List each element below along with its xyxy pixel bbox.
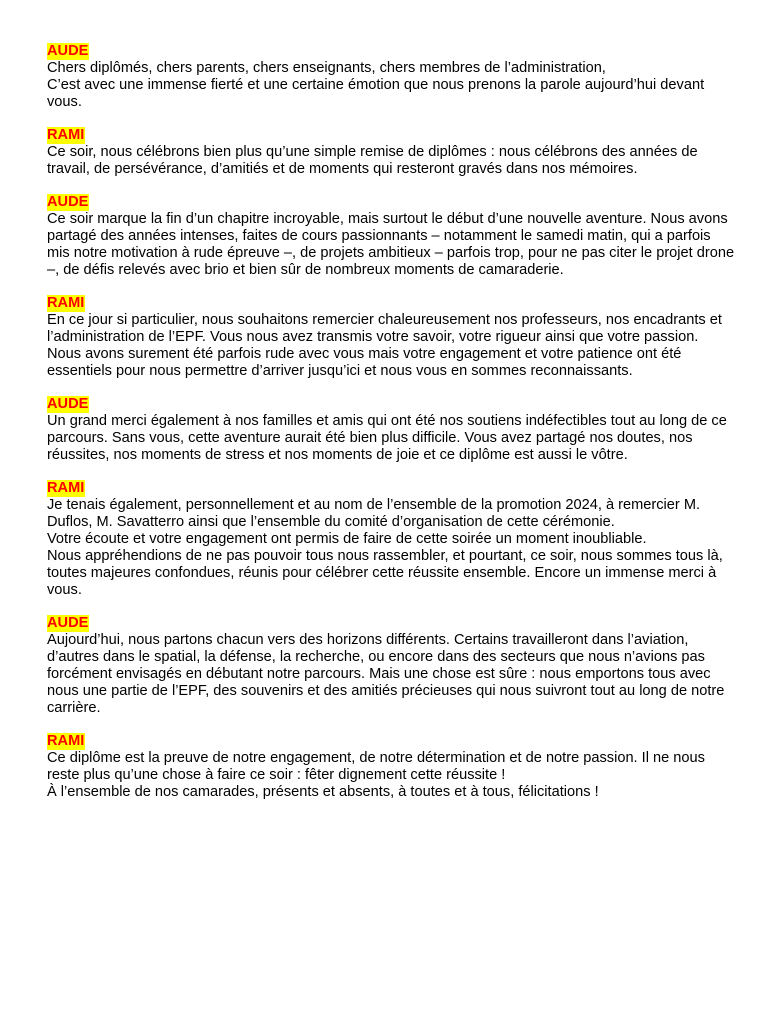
speech-paragraph: À l’ensemble de nos camarades, présents et absents, à toutes et à tous, félicitations ! <box>47 784 599 800</box>
speech-block <box>47 615 737 717</box>
speaker-label: RAMI <box>47 127 85 143</box>
speech-paragraph: Ce soir, nous célébrons bien plus qu’une simple remise de diplômes : nous célébrons des années de travail, de persévérance, d’amitiés et de moments qui resteront gravés dans nos mémoires. <box>47 144 698 177</box>
speech-paragraph: En ce jour si particulier, nous souhaitons remercier chaleureusement nos professeurs, nos encadrants et l’administration de l’EPF. Vous nous avez transmis votre savoir, votre rigueur ainsi que votre passion. <box>47 312 722 345</box>
speech-paragraph: Ce soir marque la fin d’un chapitre incroyable, mais surtout le début d’une nouvelle aventure. Nous avons partagé des années intenses, faites de cours passionnants – notamment le samedi matin, qui a parfois mis notre motivation à rude épreuve –, de projets ambitieux – parfois trop, pour ne pas citer le projet drone –, de défis relevés avec brio et bien sûr de nombreux moments de camaraderie. <box>47 211 735 278</box>
speech-paragraph: C’est avec une immense fierté et une certaine émotion que nous prenons la parole aujourd’hui devant vous. <box>47 77 705 110</box>
speech-block <box>47 295 737 380</box>
speaker-label: AUDE <box>47 615 89 631</box>
speech-paragraph: Je tenais également, personnellement et au nom de l’ensemble de la promotion 2024, à remercier M. Duflos, M. Savatterro ainsi que l’ensemble du comité d’organisation de cette cérémonie. <box>47 497 701 530</box>
speech-document <box>47 43 737 817</box>
speech-paragraph: Aujourd’hui, nous partons chacun vers des horizons différents. Certains travailleront dans l’aviation, d’autres dans le spatial, la défense, la recherche, ou encore dans des secteurs que nous n’avions pas forcément envisagés en débutant notre parcours. Mais une chose est sûre : nous emportons tous avec nous une partie de l’EPF, des souvenirs et des amitiés précieuses qui nous suivront tout au long de notre carrière. <box>47 632 725 716</box>
speech-block <box>47 127 737 178</box>
speech-block <box>47 396 737 464</box>
speaker-label: RAMI <box>47 733 85 749</box>
speech-paragraph: Nous appréhendions de ne pas pouvoir tous nous rassembler, et pourtant, ce soir, nous sommes tous là, toutes majeures confondues, réunis pour célébrer cette réussite ensemble. Encore un immense merci à vous. <box>47 548 723 598</box>
speech-paragraph: Chers diplômés, chers parents, chers enseignants, chers membres de l’administration, <box>47 60 606 76</box>
speaker-label: RAMI <box>47 480 85 496</box>
speech-block <box>47 194 737 279</box>
speech-block <box>47 43 737 111</box>
speech-block <box>47 480 737 599</box>
speaker-label: AUDE <box>47 43 89 59</box>
speaker-label: AUDE <box>47 396 89 412</box>
speech-paragraph: Un grand merci également à nos familles et amis qui ont été nos soutiens indéfectibles tout au long de ce parcours. Sans vous, cette aventure aurait été bien plus difficile. Vous avez partagé nos doutes, nos réussites, nos moments de stress et nos moments de joie et ce diplôme est aussi le vôtre. <box>47 413 727 463</box>
speech-paragraph: Ce diplôme est la preuve de notre engagement, de notre détermination et de notre passion. Il ne nous reste plus qu’une chose à faire ce soir : fêter dignement cette réussite ! <box>47 750 705 783</box>
speaker-label: AUDE <box>47 194 89 210</box>
speech-paragraph: Nous avons surement été parfois rude avec vous mais votre engagement et votre patience ont été essentiels pour nous permettre d’arriver jusqu’ici et nous vous en sommes reconnaissants. <box>47 346 682 379</box>
speech-paragraph: Votre écoute et votre engagement ont permis de faire de cette soirée un moment inoubliable. <box>47 531 647 547</box>
speaker-label: RAMI <box>47 295 85 311</box>
speech-block <box>47 733 737 801</box>
